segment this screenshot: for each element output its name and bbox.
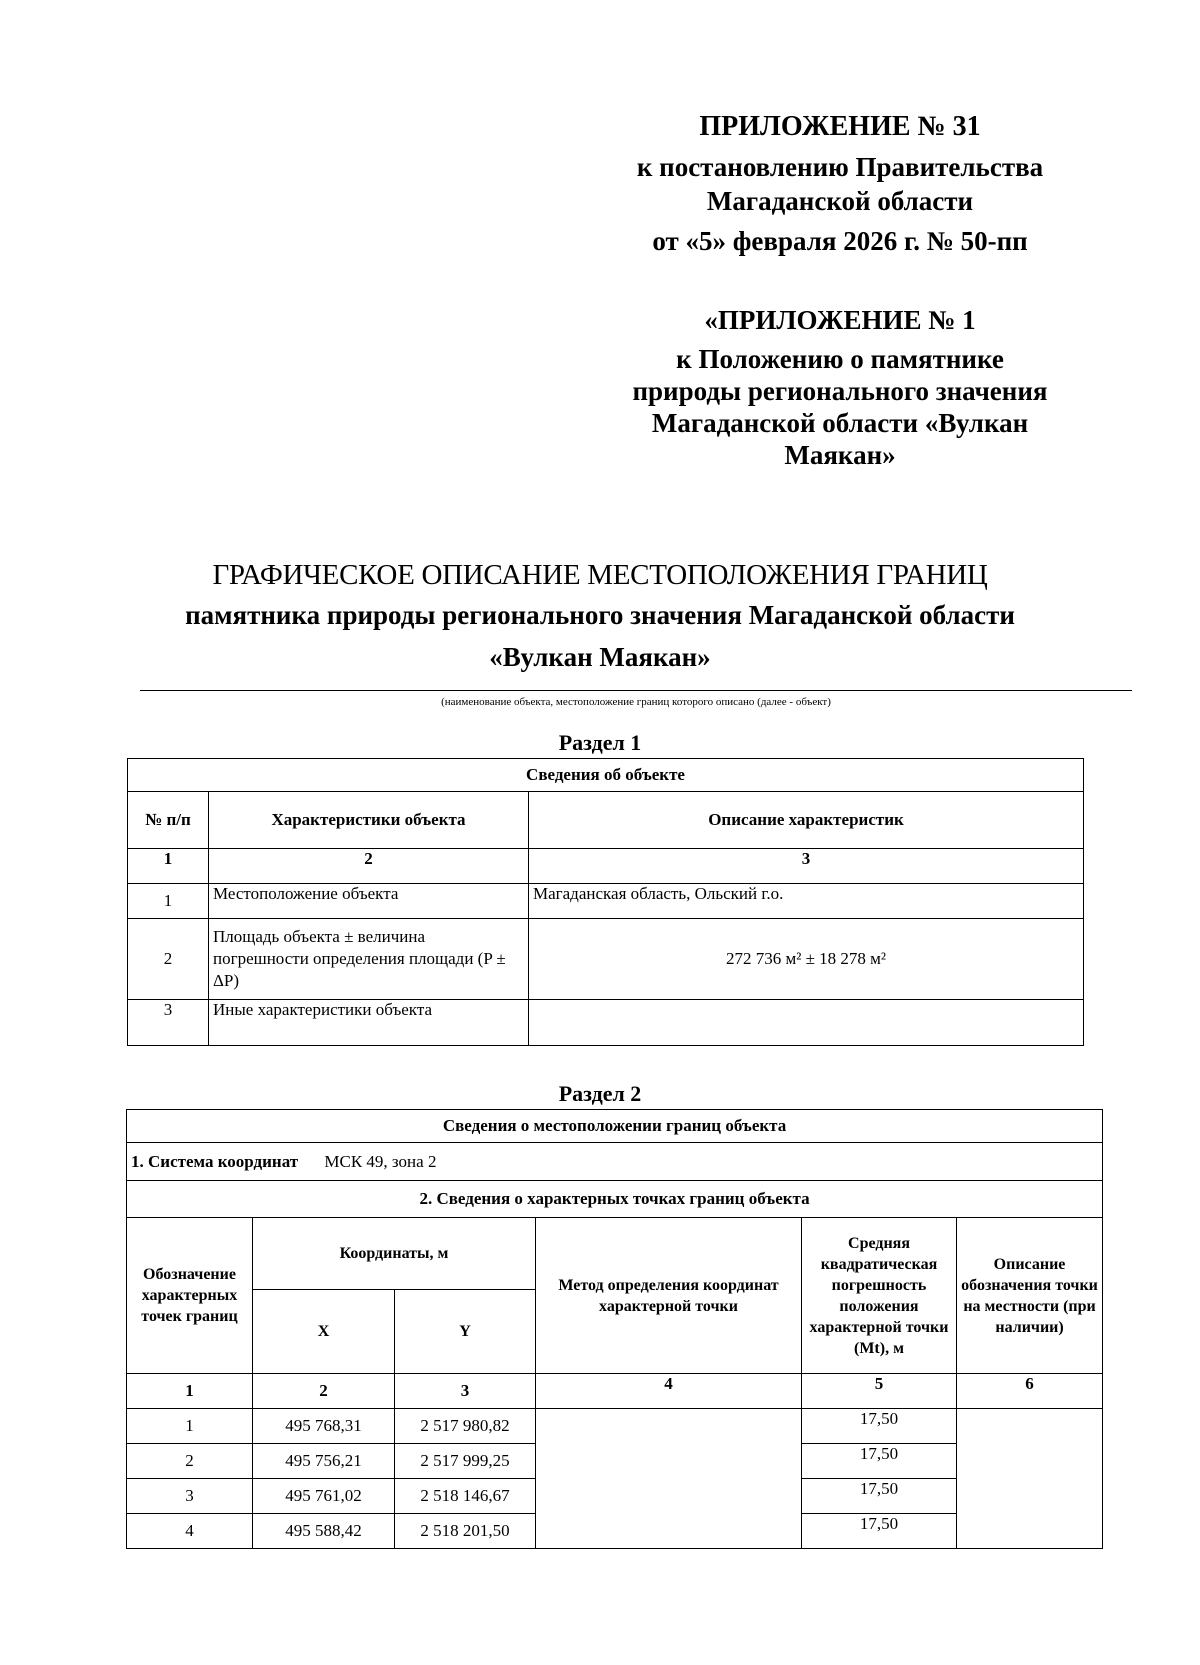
row-value — [529, 1000, 1084, 1046]
column-number-1: 1 — [127, 1374, 253, 1409]
table-row — [128, 919, 1084, 1000]
row-number: 2 — [128, 919, 209, 1000]
title-line-3: «Вулкан Маякан» — [489, 642, 711, 672]
header-coordinates: Координаты, м — [253, 1218, 536, 1290]
row-number: 3 — [128, 1000, 209, 1046]
title-line-1: ГРАФИЧЕСКОЕ ОПИСАНИЕ МЕСТОПОЛОЖЕНИЯ ГРАНИЦ — [212, 559, 988, 591]
point-y: 2 518 146,67 — [395, 1479, 536, 1514]
table-row — [128, 1000, 1084, 1046]
column-number-3: 3 — [395, 1374, 536, 1409]
point-x: 495 761,02 — [253, 1479, 395, 1514]
point-y: 2 518 201,50 — [395, 1514, 536, 1549]
column-number-3: 3 — [529, 849, 1084, 884]
nested-appendix-number: «ПРИЛОЖЕНИЕ № 1 — [704, 305, 976, 335]
header-error: Средняя квадратическая погрешность положения характерной точки (Mt), м — [802, 1218, 957, 1374]
header-x: X — [253, 1290, 395, 1374]
object-name-rule — [140, 690, 1132, 691]
point-description-cell — [957, 1409, 1103, 1549]
section-2-title: Раздел 2 — [558, 1081, 642, 1106]
appendix-region: Магаданской области — [706, 186, 974, 216]
nested-appendix-line-4: Магаданской области «Вулкан — [651, 408, 1029, 438]
appendix-number: ПРИЛОЖЕНИЕ № 31 — [699, 111, 981, 142]
column-number-1: 1 — [128, 849, 209, 884]
points-subtitle: 2. Сведения о характерных точках границ объекта — [127, 1181, 1103, 1218]
row-value: 272 736 м² ± 18 278 м² — [529, 919, 1084, 1000]
nested-appendix-line-3: природы регионального значения — [632, 376, 1048, 406]
point-id: 3 — [127, 1479, 253, 1514]
point-y: 2 517 980,82 — [395, 1409, 536, 1444]
point-error: 17,50 — [802, 1479, 957, 1514]
point-id: 4 — [127, 1514, 253, 1549]
column-number-4: 4 — [536, 1374, 802, 1409]
nested-appendix-header — [600, 304, 1080, 471]
column-number-2: 2 — [253, 1374, 395, 1409]
document-title — [100, 556, 1100, 678]
coordinate-system-label: 1. Система координат — [131, 1151, 299, 1171]
header-number: № п/п — [128, 792, 209, 849]
row-characteristic: Иные характеристики объекта — [209, 1000, 529, 1046]
point-x: 495 756,21 — [253, 1444, 395, 1479]
object-info-table — [127, 758, 1084, 1046]
boundary-points-table — [126, 1109, 1103, 1549]
object-name-caption: (наименование объекта, местоположение границ которого описано (далее - объект) — [441, 696, 831, 708]
table-row — [128, 884, 1084, 919]
point-id: 2 — [127, 1444, 253, 1479]
header-point-description: Описание обозначения точки на местности (при наличии) — [957, 1218, 1103, 1374]
coordinate-system-row — [127, 1143, 1103, 1181]
nested-appendix-line-2: к Положению о памятнике — [676, 344, 1004, 374]
point-error: 17,50 — [802, 1409, 957, 1444]
column-number-5: 5 — [802, 1374, 957, 1409]
point-id: 1 — [127, 1409, 253, 1444]
point-x: 495 768,31 — [253, 1409, 395, 1444]
method-cell — [536, 1409, 802, 1549]
point-x: 495 588,42 — [253, 1514, 395, 1549]
appendix-header — [600, 110, 1080, 258]
point-y: 2 517 999,25 — [395, 1444, 536, 1479]
appendix-date: от «5» февраля 2026 г. № 50-пп — [652, 226, 1028, 256]
point-error: 17,50 — [802, 1444, 957, 1479]
section-1-title: Раздел 1 — [558, 730, 642, 755]
table-row — [127, 1409, 1103, 1444]
column-number-2: 2 — [209, 849, 529, 884]
appendix-resolution: к постановлению Правительства — [636, 152, 1044, 182]
header-method: Метод определения координат характерной точки — [536, 1218, 802, 1374]
row-characteristic: Местоположение объекта — [209, 884, 529, 919]
row-characteristic: Площадь объекта ± величина погрешности определения площади (P ± ΔP) — [209, 919, 529, 1000]
object-info-table-title: Сведения об объекте — [128, 759, 1084, 792]
header-characteristic: Характеристики объекта — [209, 792, 529, 849]
coordinate-system-value: МСК 49, зона 2 — [324, 1151, 437, 1171]
point-error: 17,50 — [802, 1514, 957, 1549]
header-point: Обозначение характерных точек границ — [127, 1218, 253, 1374]
title-line-2: памятника природы регионального значения Магаданской области — [185, 600, 1015, 630]
column-number-6: 6 — [957, 1374, 1103, 1409]
header-description: Описание характеристик — [529, 792, 1084, 849]
row-number: 1 — [128, 884, 209, 919]
header-y: Y — [395, 1290, 536, 1374]
nested-appendix-line-5: Маякан» — [784, 440, 896, 470]
row-value: Магаданская область, Ольский г.о. — [529, 884, 1084, 919]
boundary-table-title: Сведения о местоположении границ объекта — [127, 1110, 1103, 1143]
